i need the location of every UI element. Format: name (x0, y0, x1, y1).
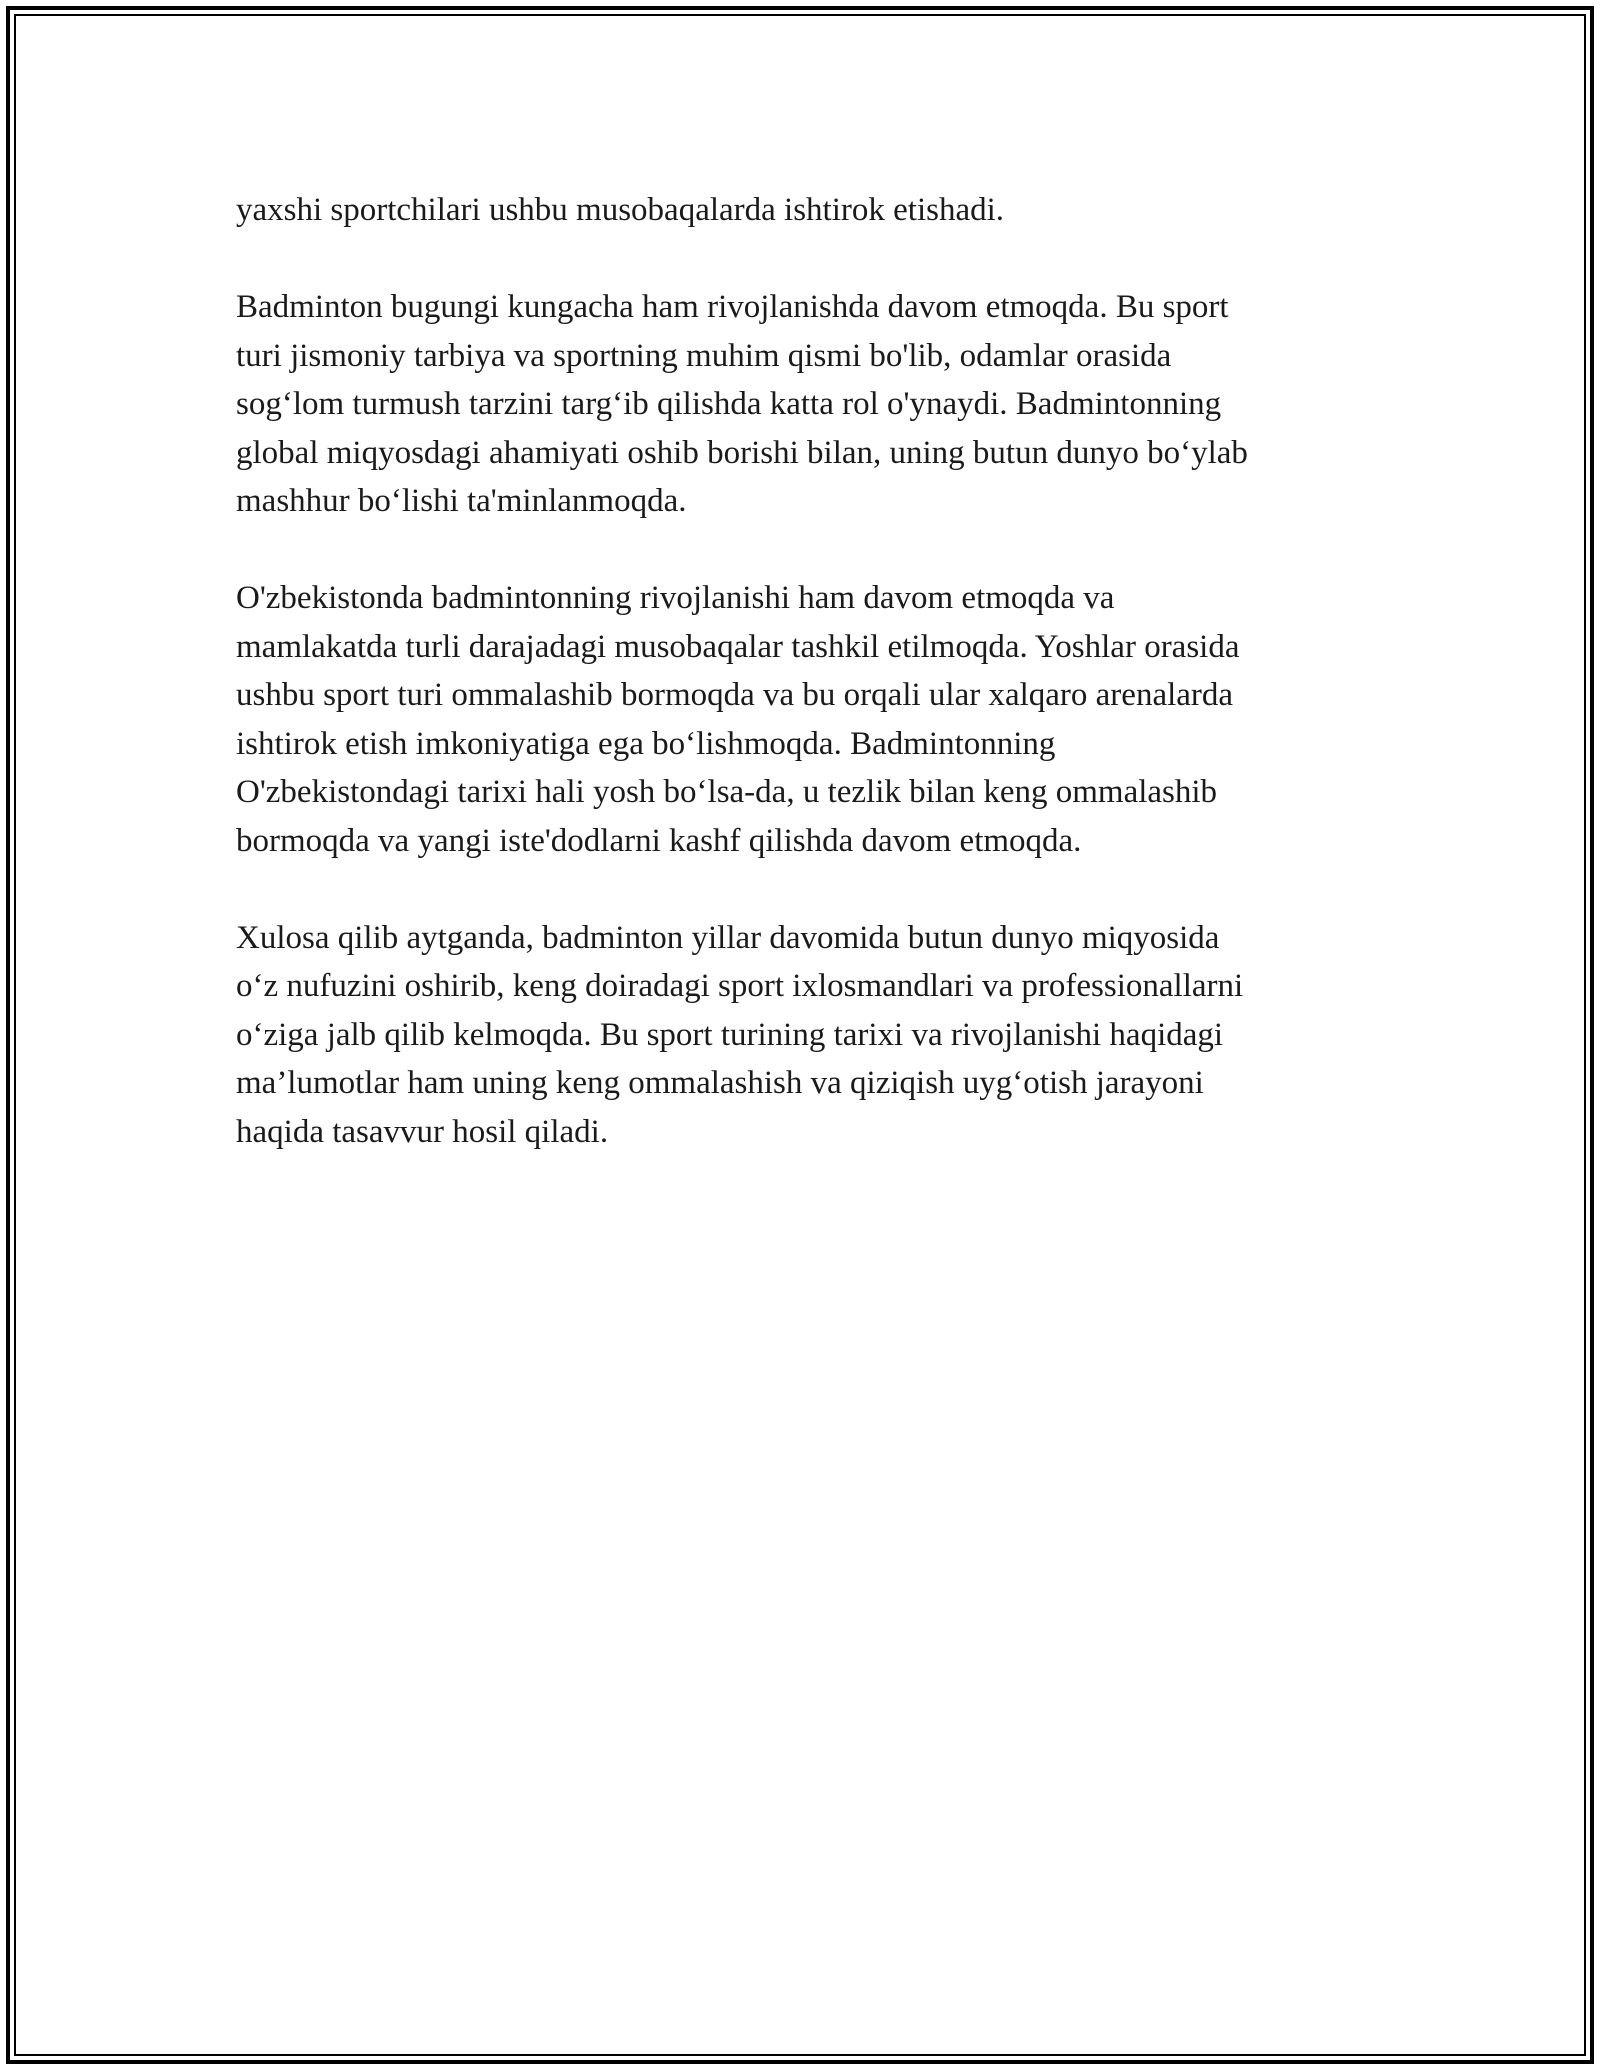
document-body (236, 186, 1376, 1205)
paragraph-development: Badminton bugungi kungacha ham rivojlanishda davom etmoqda. Bu sport turi jismoniy tarbiya va sportning muhim qismi bo'lib, odamlar orasida sog‘lom turmush tarzini targ‘ib qilishda katta rol o'ynaydi. Badmintonning global miqyosdagi ahamiyati oshib borishi bilan, uning butun dunyo bo‘ylab mashhur bo‘lishi ta'minlanmoqda. (236, 289, 1248, 519)
paragraph-continuation: yaxshi sportchilari ushbu musobaqalarda ishtirok etishadi. (236, 192, 1005, 228)
paragraph-uzbekistan: O'zbekistonda badmintonning rivojlanishi ham davom etmoqda va mamlakatda turli darajadagi musobaqalar tashkil etilmoqda. Yoshlar orasida ushbu sport turi ommalashib bormoqda va bu orqali ular xalqaro arenalarda ishtirok etish imkoniyatiga ega bo‘lishmoqda. Badmintonning O'zbekistondagi tarixi hali yosh bo‘lsa-da, u tezlik bilan keng ommalashib bormoqda va yangi iste'dodlarni kashf qilishda davom etmoqda. (236, 580, 1240, 859)
paragraph-conclusion: Xulosa qilib aytganda, badminton yillar davomida butun dunyo miqyosida o‘z nufuzini oshirib, keng doiradagi sport ixlosmandlari va professionallarni o‘ziga jalb qilib kelmoqda. Bu sport turining tarixi va rivojlanishi haqidagi ma’lumotlar ham uning keng ommalashish va qiziqish uyg‘otish jarayoni haqida tasavvur hosil qiladi. (236, 919, 1244, 1150)
